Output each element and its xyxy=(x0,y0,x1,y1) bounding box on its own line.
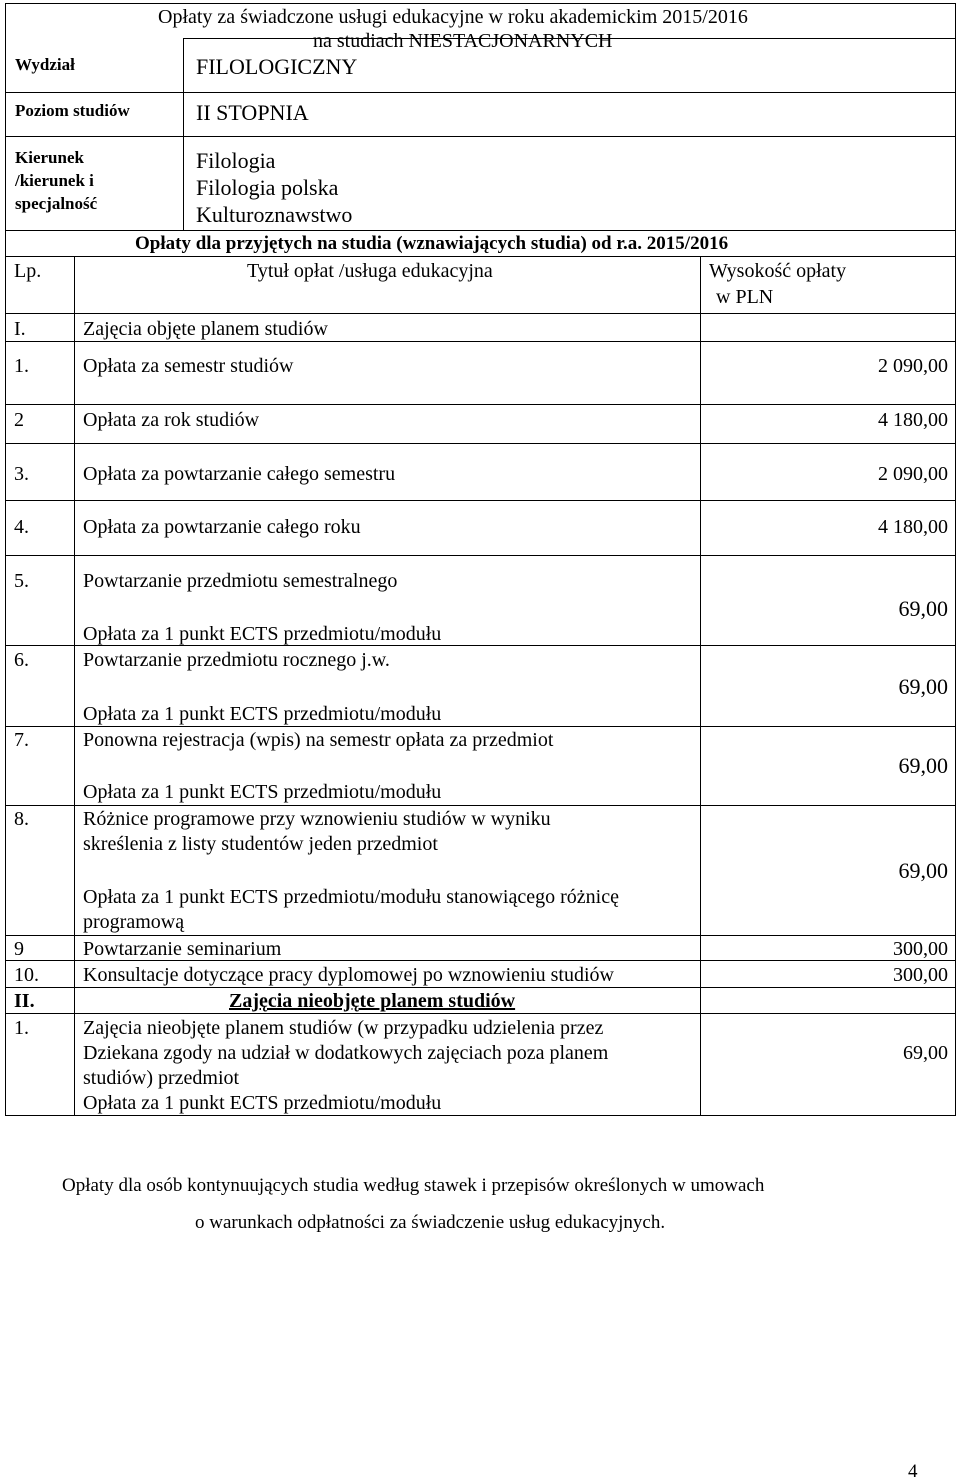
kierunek-value-2: Filologia polska xyxy=(196,175,339,200)
kierunek-value-3: Kulturoznawstwo xyxy=(196,202,353,227)
row-5-subtitle: Opłata za 1 punkt ECTS przedmiotu/modułu xyxy=(83,623,442,645)
row-10-title: Konsultacje dotyczące pracy dyplomowej po wznowieniu studiów xyxy=(83,964,614,986)
row-8-line-1: Różnice programowe przy wznowieniu studiów w wyniku xyxy=(83,808,551,830)
row-4-title: Opłata za powtarzanie całego roku xyxy=(83,516,361,538)
row-7-number: 7. xyxy=(14,729,29,751)
document-title-line2: na studiach NIESTACJONARNYCH xyxy=(313,30,613,52)
row-2-number: 2 xyxy=(14,409,24,431)
row-6-amount: 69,00 xyxy=(898,674,948,699)
row-7-subtitle: Opłata za 1 punkt ECTS przedmiotu/modułu xyxy=(83,781,442,803)
kierunek-label-1: Kierunek xyxy=(15,148,84,167)
row-3-title: Opłata za powtarzanie całego semestru xyxy=(83,463,396,485)
poziom-value: II STOPNIA xyxy=(196,100,309,125)
column-header-lp: Lp. xyxy=(14,260,42,282)
kierunek-value-1: Filologia xyxy=(196,148,276,173)
page-number: 4 xyxy=(908,1461,918,1482)
row-10-number: 10. xyxy=(14,964,39,986)
row-8-line-3: Opłata za 1 punkt ECTS przedmiotu/modułu stanowiącego różnicę xyxy=(83,886,619,908)
row-3-amount: 2 090,00 xyxy=(878,463,948,485)
row-6-number: 6. xyxy=(14,649,29,671)
row-8-line-2: skreślenia z listy studentów jeden przedmiot xyxy=(83,833,438,855)
row-ii1-number: 1. xyxy=(14,1017,29,1039)
row-9-number: 9 xyxy=(14,938,24,960)
row-5-title: Powtarzanie przedmiotu semestralnego xyxy=(83,570,398,592)
row-2-title: Opłata za rok studiów xyxy=(83,409,260,431)
kierunek-label-3: specjalność xyxy=(15,194,98,213)
row-ii1-line-3: studiów) przedmiot xyxy=(83,1067,240,1089)
footer-note-line-1: Opłaty dla osób kontynuujących studia według stawek i przepisów określonych w umowach xyxy=(62,1175,765,1196)
kierunek-label-2: /kierunek i xyxy=(15,171,94,190)
row-9-title: Powtarzanie seminarium xyxy=(83,938,282,960)
row-ii1-line-4: Opłata za 1 punkt ECTS przedmiotu/modułu xyxy=(83,1092,442,1114)
row-5-number: 5. xyxy=(14,570,29,592)
row-1-amount: 2 090,00 xyxy=(878,355,948,377)
row-6-title: Powtarzanie przedmiotu rocznego j.w. xyxy=(83,649,390,671)
section-2-number: II. xyxy=(14,990,35,1012)
row-10-amount: 300,00 xyxy=(893,964,948,986)
fees-heading: Opłaty dla przyjętych na studia (wznawiających studia) od r.a. 2015/2016 xyxy=(135,233,729,254)
row-4-number: 4. xyxy=(14,516,29,538)
row-8-line-4: programową xyxy=(83,911,185,933)
document-title-line1: Opłaty za świadczone usługi edukacyjne w roku akademickim 2015/2016 xyxy=(158,6,748,28)
column-header-amount-2: w PLN xyxy=(716,286,774,308)
row-ii1-line-1: Zajęcia nieobjęte planem studiów (w przypadku udzielenia przez xyxy=(83,1017,604,1039)
row-8-number: 8. xyxy=(14,808,29,830)
poziom-label: Poziom studiów xyxy=(15,101,130,120)
row-1-title: Opłata za semestr studiów xyxy=(83,355,294,377)
row-ii1-line-2: Dziekana zgody na udział w dodatkowych zajęciach poza planem xyxy=(83,1042,609,1064)
row-5-amount: 69,00 xyxy=(898,596,948,621)
row-7-amount: 69,00 xyxy=(898,753,948,778)
row-ii1-amount: 69,00 xyxy=(903,1042,948,1064)
row-3-number: 3. xyxy=(14,463,29,485)
section-2-title: Zajęcia nieobjęte planem studiów xyxy=(229,990,516,1012)
wydzial-value: FILOLOGICZNY xyxy=(196,54,358,79)
row-7-title: Ponowna rejestracja (wpis) na semestr opłata za przedmiot xyxy=(83,729,554,751)
column-header-amount-1: Wysokość opłaty xyxy=(709,260,847,282)
row-2-amount: 4 180,00 xyxy=(878,409,948,431)
column-header-title: Tytuł opłat /usługa edukacyjna xyxy=(247,260,493,282)
row-8-amount: 69,00 xyxy=(898,858,948,883)
row-1-number: 1. xyxy=(14,355,29,377)
section-1-number: I. xyxy=(14,318,26,340)
section-1-title: Zajęcia objęte planem studiów xyxy=(83,318,328,340)
row-4-amount: 4 180,00 xyxy=(878,516,948,538)
wydzial-label: Wydział xyxy=(15,55,75,74)
row-6-subtitle: Opłata za 1 punkt ECTS przedmiotu/modułu xyxy=(83,703,442,725)
footer-note-line-2: o warunkach odpłatności za świadczenie usług edukacyjnych. xyxy=(195,1212,666,1233)
row-9-amount: 300,00 xyxy=(893,938,948,960)
